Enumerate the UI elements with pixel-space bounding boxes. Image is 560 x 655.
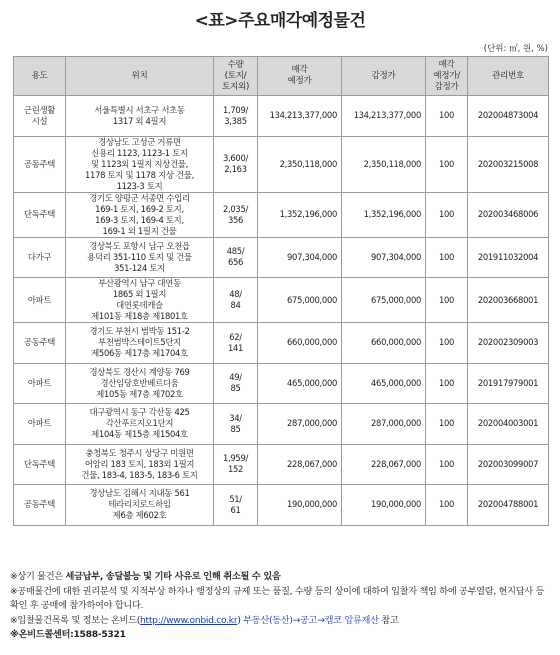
header-use: 용도: [14, 57, 66, 96]
cell-appraisal: 907,304,000: [342, 237, 426, 278]
cell-use: 단독주택: [14, 444, 66, 485]
page-title: <표>주요매각예정물건: [194, 11, 366, 31]
cell-use: 다가구: [14, 237, 66, 278]
table-row: [14, 485, 549, 526]
header-mgmt-no: 관리번호: [468, 57, 549, 96]
cell-ratio: 100: [426, 485, 468, 526]
cell-location: 경기도 부천시 범박동 151-2 부천범박스테이트5단지 제506동 제17층 제1704호: [66, 323, 214, 364]
cell-location: 경기도 양평군 서종면 수입리 169-1 토지, 169-2 토지, 169-3 토지, 169-4 토지, 169-1 외 1필지 건물: [66, 192, 214, 237]
cell-mgmt-no: 202003468006: [468, 192, 549, 237]
cell-area: 48/ 84: [214, 278, 258, 323]
note-responsibility: ※공매물건에 대한 권리분석 및 지적부상 하자나 행정상의 규제 또는 품질, 수량 등의 상이에 대하여 입찰자 책임 하에 공부열람, 현지답사 등 확인 후 공매에 참가하여야 합니다.: [10, 585, 545, 611]
cell-ratio: 100: [426, 96, 468, 137]
note-cancellation: ※상기 물건은 세금납부, 송달불능 및 기타 사유로 인해 취소될 수 있음: [10, 571, 281, 582]
cell-appraisal: 465,000,000: [342, 363, 426, 404]
cell-mgmt-no: 202004788001: [468, 485, 549, 526]
header-area: 수량 (토지/ 토지외): [214, 57, 258, 96]
cell-area: 62/ 141: [214, 323, 258, 364]
property-table: [13, 56, 549, 526]
cell-location: 경상남도 김해시 지내동 561 테라리치로드하임 제6층 제602호: [66, 485, 214, 526]
cell-area: 34/ 85: [214, 404, 258, 445]
cell-appraisal: 228,067,000: [342, 444, 426, 485]
cell-mgmt-no: 202004873004: [468, 96, 549, 137]
header-sale-price: 매각 예정가: [258, 57, 342, 96]
cell-sale-price: 465,000,000: [258, 363, 342, 404]
cell-use: 아파트: [14, 278, 66, 323]
table-row: [14, 192, 549, 237]
cell-location: 부산광역시 남구 대연동 1865 외 1필지 대연롯데캐슬 제101동 제18층 제1801호: [66, 278, 214, 323]
cell-area: 49/ 85: [214, 363, 258, 404]
cell-area: 485/ 656: [214, 237, 258, 278]
cell-location: 서울특별시 서초구 서초동 1317 외 4필지: [66, 96, 214, 137]
cell-appraisal: 2,350,118,000: [342, 136, 426, 192]
cell-sale-price: 2,350,118,000: [258, 136, 342, 192]
table-row: [14, 136, 549, 192]
cell-appraisal: 675,000,000: [342, 278, 426, 323]
notes: [10, 570, 555, 643]
cell-appraisal: 660,000,000: [342, 323, 426, 364]
cell-area: 2,035/ 356: [214, 192, 258, 237]
cell-location: 대구광역시 동구 각산동 425 각산푸르지오1단지 제104동 제15층 제1504호: [66, 404, 214, 445]
cell-sale-price: 190,000,000: [258, 485, 342, 526]
table-row: [14, 278, 549, 323]
table-row: [14, 444, 549, 485]
header-ratio: 매각 예정가/ 감정가: [426, 57, 468, 96]
cell-sale-price: 907,304,000: [258, 237, 342, 278]
cell-location: 경상북도 경산시 계양동 769 경산임당호반베르디움 제105동 제7층 제702호: [66, 363, 214, 404]
cell-sale-price: 228,067,000: [258, 444, 342, 485]
cell-use: 아파트: [14, 363, 66, 404]
header-location: 위치: [66, 57, 214, 96]
cell-sale-price: 675,000,000: [258, 278, 342, 323]
table-row: [14, 237, 549, 278]
cell-appraisal: 1,352,196,000: [342, 192, 426, 237]
cell-use: 공동주택: [14, 485, 66, 526]
cell-appraisal: 287,000,000: [342, 404, 426, 445]
cell-ratio: 100: [426, 404, 468, 445]
cell-area: 1,959/ 152: [214, 444, 258, 485]
cell-use: 아파트: [14, 404, 66, 445]
cell-mgmt-no: 202003215008: [468, 136, 549, 192]
cell-use: 공동주택: [14, 136, 66, 192]
table-row: [14, 96, 549, 137]
cell-sale-price: 1,352,196,000: [258, 192, 342, 237]
cell-mgmt-no: 201917979001: [468, 363, 549, 404]
cell-sale-price: 287,000,000: [258, 404, 342, 445]
cell-sale-price: 660,000,000: [258, 323, 342, 364]
cell-mgmt-no: 202004003001: [468, 404, 549, 445]
cell-use: 단독주택: [14, 192, 66, 237]
cell-appraisal: 190,000,000: [342, 485, 426, 526]
table-row: [14, 363, 549, 404]
cell-ratio: 100: [426, 363, 468, 404]
cell-location: 충청북도 청주시 상당구 미원면 어암리 183 토지, 183외 1필지 건물, 183-4, 183-5, 183-6 토지: [66, 444, 214, 485]
cell-ratio: 100: [426, 278, 468, 323]
cell-mgmt-no: 202002309003: [468, 323, 549, 364]
cell-area: 3,600/ 2,163: [214, 136, 258, 192]
cell-appraisal: 134,213,377,000: [342, 96, 426, 137]
cell-ratio: 100: [426, 444, 468, 485]
unit-label: (단위: ㎡, 원, %): [483, 44, 548, 54]
cell-area: 1,709/ 3,385: [214, 96, 258, 137]
cell-use: 근린생활 시설: [14, 96, 66, 137]
note-onbid: ※입찰물건목록 및 정보는 온비드(http://www.onbid.co.kr) 부동산(동산)→공고→캠코 압류재산 참고: [10, 614, 399, 626]
cell-ratio: 100: [426, 323, 468, 364]
cell-mgmt-no: 201911032004: [468, 237, 549, 278]
table-header-row: [14, 57, 549, 96]
table-row: [14, 404, 549, 445]
header-appraisal: 감정가: [342, 57, 426, 96]
cell-location: 경상남도 고성군 거류면 신용리 1123, 1123-1 토지 및 1123외 1필지 지상건물, 1178 토지 및 1178 지상 건물, 1123-3 토지: [66, 136, 214, 192]
cell-location: 경상북도 포항시 남구 오천읍 용덕리 351-110 토지 및 건물 351-124 토지: [66, 237, 214, 278]
cell-sale-price: 134,213,377,000: [258, 96, 342, 137]
cell-mgmt-no: 202003099007: [468, 444, 549, 485]
cell-ratio: 100: [426, 136, 468, 192]
onbid-link[interactable]: http://www.onbid.co.kr: [140, 614, 238, 626]
note-callcenter: ※온비드콜센터:1588-5321: [10, 629, 126, 640]
cell-ratio: 100: [426, 237, 468, 278]
cell-area: 51/ 61: [214, 485, 258, 526]
cell-mgmt-no: 202003668001: [468, 278, 549, 323]
table-row: [14, 323, 549, 364]
cell-use: 공동주택: [14, 323, 66, 364]
cell-ratio: 100: [426, 192, 468, 237]
